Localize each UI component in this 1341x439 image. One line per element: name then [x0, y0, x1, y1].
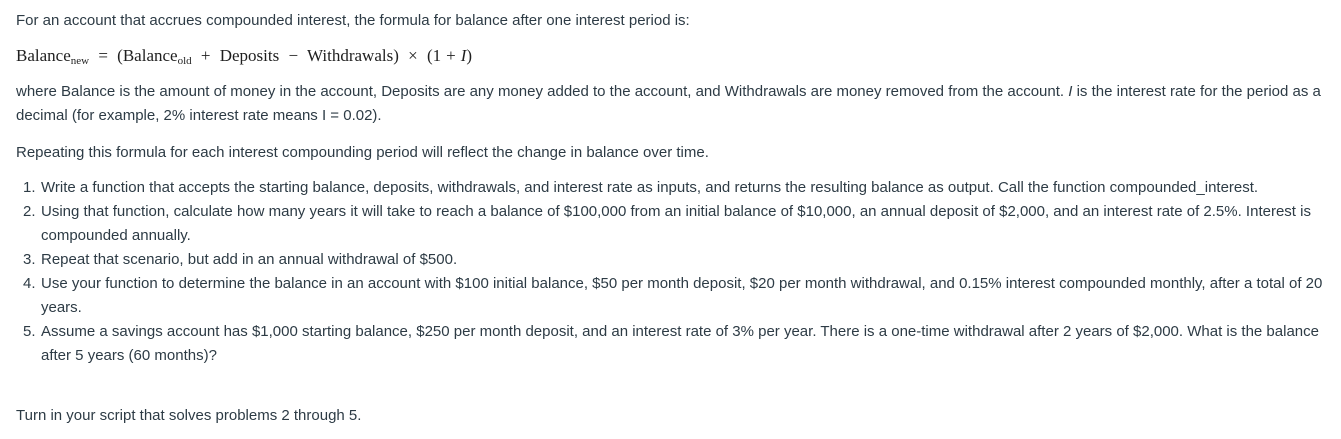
- definitions-paragraph: where Balance is the amount of money in the account, Deposits are any money added to the account, and Withdrawals are money removed from the account. I is the interest rate for the period as a decimal (for example, 2% interest rate means I = 0.02).: [16, 83, 1321, 124]
- list-item: 5. Assume a savings account has $1,000 starting balance, $250 per month deposit, and an interest rate of 3% per year. There is a one-time withdrawal after 2 years of $2,000. What is the balance after 5 years (60 months)?: [23, 323, 1319, 364]
- formula-old-balance: (Balance$_{old}$: [117, 46, 192, 67]
- task-text: Use your function to determine the balance in an account with $100 initial balance, $50 per month deposit, $20 per month withdrawal, and 0.15% interest compounded monthly, after a total of 20 years.: [41, 275, 1323, 316]
- formula-lhs: Balance$_{new}$: [16, 46, 90, 67]
- intro-paragraph: For an account that accrues compounded interest, the formula for balance after one interest period is:: [16, 12, 690, 29]
- repeating-paragraph: Repeating this formula for each interest compounding period will reflect the change in balance over time.: [16, 144, 709, 161]
- formula-minus: −: [288, 46, 299, 65]
- interest-variable: I: [1068, 83, 1073, 100]
- formula-withdrawals: Withdrawals): [307, 46, 399, 65]
- balance-formula: [16, 44, 472, 68]
- formula-times: ×: [408, 46, 418, 65]
- list-item: 2. Using that function, calculate how many years it will take to reach a balance of $100,000 from an initial balance of $10,000, an annual deposit of $2,000, and an interest rate of 2.5%. Interest is compounded annually.: [23, 203, 1311, 244]
- task-text: Assume a savings account has $1,000 starting balance, $250 per month deposit, and an interest rate of 3% per year. There is a one-time withdrawal after 2 years of $2,000. What is the balance after 5 years (60 months)?: [41, 323, 1319, 364]
- task-text: Using that function, calculate how many years it will take to reach a balance of $100,000 from an initial balance of $10,000, an annual deposit of $2,000, and an interest rate of 2.5%. Interest is compounded annually.: [41, 203, 1311, 244]
- turn-in-paragraph: Turn in your script that solves problems 2 through 5.: [16, 407, 362, 424]
- list-item: 1. Write a function that accepts the starting balance, deposits, withdrawals, and interest rate as inputs, and returns the resulting balance as output. Call the function compounded_interest.: [23, 179, 1259, 196]
- list-item: 4. Use your function to determine the balance in an account with $100 initial balance, $50 per month deposit, $20 per month withdrawal, and 0.15% interest compounded monthly, after a total of 20 years.: [23, 275, 1323, 316]
- task-list: [16, 176, 1331, 368]
- formula-rate-factor: (1 + I): [426, 46, 473, 65]
- formula-plus: +: [200, 46, 211, 65]
- task-text: Write a function that accepts the starting balance, deposits, withdrawals, and interest rate as inputs, and returns the resulting balance as output. Call the function compounded_interest.: [41, 179, 1259, 196]
- list-item: 3. Repeat that scenario, but add in an annual withdrawal of $500.: [23, 251, 458, 268]
- formula-equals: =: [98, 46, 108, 65]
- task-text: Repeat that scenario, but add in an annual withdrawal of $500.: [41, 251, 458, 268]
- formula-deposits: Deposits: [219, 46, 280, 65]
